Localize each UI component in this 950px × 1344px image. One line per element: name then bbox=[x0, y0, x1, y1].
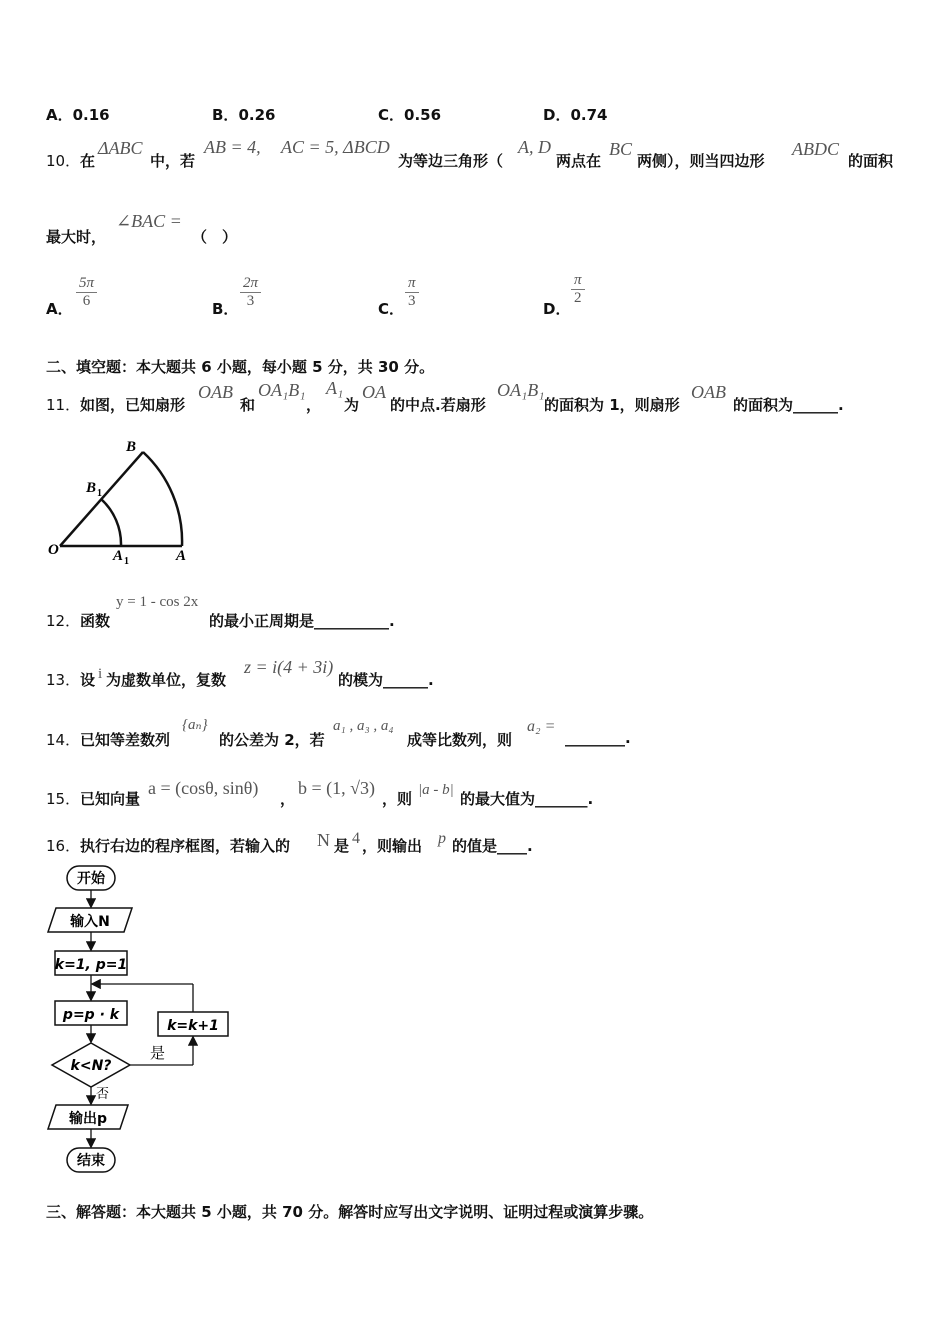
q10-math-bc: BC bbox=[609, 139, 633, 159]
section3-heading: 三、解答题：本大题共 5 小题，共 70 分。解答时应写出文字说明、证明过程或演算步骤。 bbox=[46, 1203, 654, 1221]
q12-text-2: 的最小正周期是__________. bbox=[209, 612, 395, 630]
q9-option-b: B．0.26 bbox=[212, 106, 276, 124]
q11-text-2: 和 bbox=[240, 396, 256, 414]
q16-four: 4 bbox=[352, 830, 360, 847]
q16-text-1: 执行右边的程序框图，若输入的 bbox=[80, 837, 291, 855]
q10-number: 10． bbox=[46, 152, 81, 170]
q10-math-angle: ∠BAC = bbox=[116, 211, 182, 231]
flow-output-label: 输出p bbox=[68, 1111, 108, 1127]
q14-seq: {aₙ} bbox=[182, 717, 208, 733]
q9-option-a: A．0.16 bbox=[46, 106, 110, 124]
label-b1: B bbox=[86, 480, 97, 496]
q16-n: N bbox=[317, 830, 330, 850]
q11-text-5: 的中点.若扇形 bbox=[390, 396, 486, 414]
q15-text-3: ，则 bbox=[382, 790, 413, 808]
q10-text-5: 两侧），则当四边形 bbox=[637, 152, 765, 170]
flow-condition-label: k<N? bbox=[70, 1058, 112, 1074]
label-a1: A bbox=[113, 548, 124, 564]
q11-math-a1: A₁ bbox=[326, 378, 344, 398]
section2-heading: 二、填空题：本大题共 6 小题，每小题 5 分，共 30 分。 bbox=[46, 358, 435, 376]
q14-text-2: 的公差为 2，若 bbox=[219, 731, 325, 749]
q10-option-d-label: D． bbox=[543, 300, 571, 318]
q14-text-4: ________. bbox=[565, 729, 631, 747]
q10-text-6: 的面积 bbox=[848, 152, 894, 170]
q11-math-oa: OA bbox=[362, 382, 386, 402]
q12-text-1: 函数 bbox=[80, 612, 111, 630]
q13-text-3: 的模为______. bbox=[338, 671, 434, 689]
q9-option-d: D．0.74 bbox=[543, 106, 608, 124]
q15-text-2: ， bbox=[280, 790, 296, 808]
q13-number: 13． bbox=[46, 671, 81, 689]
flowchart bbox=[40, 860, 260, 1180]
q16-number: 16． bbox=[46, 837, 81, 855]
q15-text-4: 的最大值为_______. bbox=[460, 790, 594, 808]
flow-end-label: 结束 bbox=[77, 1153, 105, 1169]
sector-figure bbox=[40, 430, 200, 570]
q10-text-8: （ ） bbox=[192, 228, 238, 246]
flow-init-label: k=1, p=1 bbox=[54, 957, 128, 973]
q11-math-oab-2: OAB bbox=[691, 382, 726, 402]
q10-option-c-frac: $\frac{\pi}{3}$ bbox=[405, 275, 419, 310]
flow-input-label: 输入N bbox=[70, 914, 110, 930]
q10-math-abdc: ABDC bbox=[792, 139, 839, 159]
arc-a1b1 bbox=[101, 499, 121, 546]
q10-math-abc: ΔABC bbox=[98, 138, 143, 158]
flow-yes-label: 是 bbox=[150, 1046, 166, 1062]
q10-option-b-frac: $\frac{2\pi}{3}$ bbox=[240, 275, 261, 310]
label-b1-sub: 1 bbox=[97, 488, 102, 499]
q10-text-3: 为等边三角形（ bbox=[398, 152, 504, 170]
q11-text-6: 的面积为 1，则扇形 bbox=[544, 396, 680, 414]
label-o: O bbox=[48, 542, 59, 558]
q10-option-b-label: B． bbox=[212, 300, 239, 318]
q13-text-2: 为虚数单位，复数 bbox=[106, 671, 227, 689]
q11-text-1: 如图，已知扇形 bbox=[80, 396, 186, 414]
q10-math-ac: AC = 5, ΔBCD bbox=[281, 137, 390, 157]
q10-text-1: 在 bbox=[80, 152, 96, 170]
q12-number: 12． bbox=[46, 612, 81, 630]
q13-formula: z = i(4 + 3i) bbox=[244, 657, 334, 677]
flow-increment-label: k=k+1 bbox=[167, 1018, 219, 1034]
q14-number: 14． bbox=[46, 731, 81, 749]
q14-text-3: 成等比数列，则 bbox=[407, 731, 513, 749]
q15-text-1: 已知向量 bbox=[80, 790, 141, 808]
q11-math-oab: OAB bbox=[198, 382, 233, 402]
label-a1-sub: 1 bbox=[124, 556, 129, 567]
q11-number: 11． bbox=[46, 396, 81, 414]
q16-text-2: 是 bbox=[334, 837, 350, 855]
label-b: B bbox=[126, 439, 137, 455]
q10-option-c-label: C． bbox=[378, 300, 405, 318]
q16-text-3: ，则输出 bbox=[362, 837, 423, 855]
q11-text-4: 为 bbox=[344, 396, 360, 414]
q9-option-c: C．0.56 bbox=[378, 106, 442, 124]
arc-ab bbox=[143, 452, 182, 546]
q12-formula: y = 1 - cos 2x bbox=[116, 594, 199, 610]
q10-option-a-label: A． bbox=[46, 300, 73, 318]
flow-start-label: 开始 bbox=[77, 871, 105, 887]
q15-vector-b: b = (1, √3) bbox=[298, 778, 376, 798]
q15-vector-a: a = (cosθ, sinθ) bbox=[148, 778, 259, 798]
q10-option-a-frac: $\frac{5\pi}{6}$ bbox=[76, 275, 97, 310]
q13-i: i bbox=[98, 666, 103, 682]
q14-a2: a₂ = bbox=[527, 718, 556, 735]
q10-math-ab: AB = 4, bbox=[204, 137, 261, 157]
q11-text-3: ， bbox=[306, 396, 322, 414]
flow-no-label: 否 bbox=[96, 1086, 110, 1101]
q16-p: p bbox=[438, 830, 446, 847]
q14-text-1: 已知等差数列 bbox=[80, 731, 171, 749]
q11-math-oa1b1-2: OA₁B₁ bbox=[497, 380, 545, 400]
q10-math-ad: A, D bbox=[518, 137, 551, 157]
q11-math-oa1b1: OA₁B₁ bbox=[258, 380, 306, 400]
flow-assign-label: p=p · k bbox=[62, 1007, 120, 1023]
q13-text-1: 设 bbox=[80, 671, 96, 689]
q10-text-4: 两点在 bbox=[556, 152, 602, 170]
q15-number: 15． bbox=[46, 790, 81, 808]
q10-text-2: 中，若 bbox=[150, 152, 196, 170]
label-a: A bbox=[176, 548, 187, 564]
q15-abs: |a - b| bbox=[418, 782, 454, 798]
q10-text-7: 最大时， bbox=[46, 228, 107, 246]
q11-text-7: 的面积为______. bbox=[733, 396, 844, 414]
q10-option-d-frac: $\frac{\pi}{2}$ bbox=[571, 272, 585, 307]
q16-text-4: 的值是____. bbox=[452, 837, 533, 855]
q14-terms: a₁ , a₃ , a₄ bbox=[333, 718, 394, 734]
